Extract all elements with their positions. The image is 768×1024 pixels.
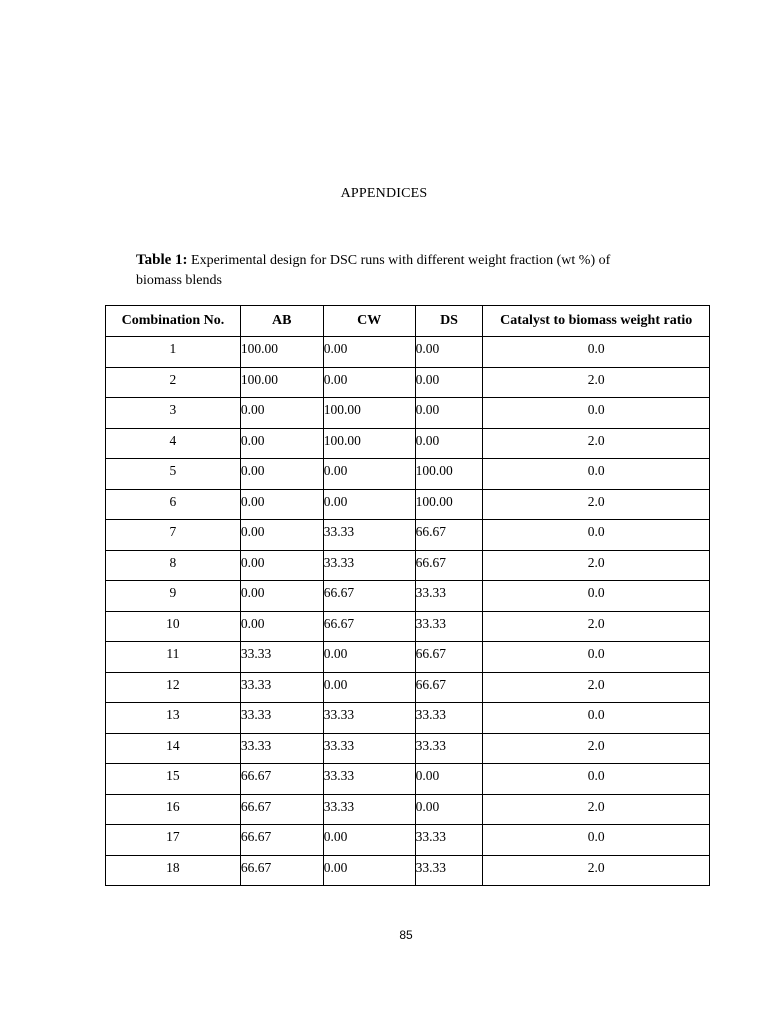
cell-catalyst-ratio: 2.0 bbox=[483, 855, 710, 886]
table-row bbox=[106, 794, 710, 825]
cell-catalyst-ratio: 0.0 bbox=[483, 337, 710, 368]
cell-ds: 33.33 bbox=[415, 581, 483, 612]
cell-catalyst-ratio: 2.0 bbox=[483, 489, 710, 520]
cell-ds: 33.33 bbox=[415, 611, 483, 642]
table-row bbox=[106, 703, 710, 734]
table-row bbox=[106, 428, 710, 459]
cell-ab: 0.00 bbox=[240, 489, 323, 520]
table-row bbox=[106, 337, 710, 368]
cell-ab: 100.00 bbox=[240, 337, 323, 368]
cell-combination-no: 14 bbox=[106, 733, 241, 764]
table-row bbox=[106, 611, 710, 642]
cell-ab: 0.00 bbox=[240, 581, 323, 612]
cell-combination-no: 7 bbox=[106, 520, 241, 551]
table-caption-text: Experimental design for DSC runs with different weight fraction (wt %) of biomass blends bbox=[136, 253, 611, 288]
header-ab: AB bbox=[240, 306, 323, 337]
cell-ab: 66.67 bbox=[240, 855, 323, 886]
cell-cw: 66.67 bbox=[323, 581, 415, 612]
cell-combination-no: 17 bbox=[106, 825, 241, 856]
cell-combination-no: 12 bbox=[106, 672, 241, 703]
table-row bbox=[106, 398, 710, 429]
cell-ab: 66.67 bbox=[240, 794, 323, 825]
cell-ds: 66.67 bbox=[415, 550, 483, 581]
table-row bbox=[106, 489, 710, 520]
cell-cw: 100.00 bbox=[323, 398, 415, 429]
cell-combination-no: 8 bbox=[106, 550, 241, 581]
cell-ds: 0.00 bbox=[415, 794, 483, 825]
cell-combination-no: 4 bbox=[106, 428, 241, 459]
cell-ds: 0.00 bbox=[415, 764, 483, 795]
cell-cw: 33.33 bbox=[323, 794, 415, 825]
cell-ds: 0.00 bbox=[415, 428, 483, 459]
page-number: 85 bbox=[399, 928, 413, 942]
cell-combination-no: 1 bbox=[106, 337, 241, 368]
cell-ds: 33.33 bbox=[415, 855, 483, 886]
cell-combination-no: 2 bbox=[106, 367, 241, 398]
cell-cw: 33.33 bbox=[323, 764, 415, 795]
cell-cw: 0.00 bbox=[323, 855, 415, 886]
experimental-design-table bbox=[105, 305, 710, 886]
cell-cw: 0.00 bbox=[323, 825, 415, 856]
cell-catalyst-ratio: 0.0 bbox=[483, 764, 710, 795]
cell-catalyst-ratio: 2.0 bbox=[483, 367, 710, 398]
cell-catalyst-ratio: 2.0 bbox=[483, 672, 710, 703]
cell-catalyst-ratio: 0.0 bbox=[483, 642, 710, 673]
cell-catalyst-ratio: 2.0 bbox=[483, 611, 710, 642]
cell-ds: 66.67 bbox=[415, 672, 483, 703]
header-ds: DS bbox=[415, 306, 483, 337]
cell-combination-no: 3 bbox=[106, 398, 241, 429]
cell-ds: 33.33 bbox=[415, 703, 483, 734]
cell-combination-no: 6 bbox=[106, 489, 241, 520]
table-row bbox=[106, 825, 710, 856]
cell-ds: 0.00 bbox=[415, 337, 483, 368]
cell-ab: 0.00 bbox=[240, 550, 323, 581]
cell-cw: 100.00 bbox=[323, 428, 415, 459]
table-row bbox=[106, 550, 710, 581]
cell-cw: 0.00 bbox=[323, 459, 415, 490]
table-row bbox=[106, 581, 710, 612]
cell-ab: 66.67 bbox=[240, 825, 323, 856]
cell-ab: 0.00 bbox=[240, 611, 323, 642]
table-row bbox=[106, 672, 710, 703]
table-header-row bbox=[106, 306, 710, 337]
cell-combination-no: 13 bbox=[106, 703, 241, 734]
cell-catalyst-ratio: 2.0 bbox=[483, 794, 710, 825]
table-row bbox=[106, 642, 710, 673]
cell-cw: 33.33 bbox=[323, 733, 415, 764]
cell-cw: 33.33 bbox=[323, 703, 415, 734]
table-row bbox=[106, 855, 710, 886]
cell-combination-no: 16 bbox=[106, 794, 241, 825]
cell-ab: 0.00 bbox=[240, 459, 323, 490]
table-body bbox=[106, 337, 710, 886]
header-catalyst-ratio: Catalyst to biomass weight ratio bbox=[483, 306, 710, 337]
cell-ab: 66.67 bbox=[240, 764, 323, 795]
table-caption-label: Table 1: bbox=[136, 252, 188, 268]
cell-cw: 33.33 bbox=[323, 550, 415, 581]
table-row bbox=[106, 764, 710, 795]
cell-catalyst-ratio: 0.0 bbox=[483, 703, 710, 734]
table-row bbox=[106, 459, 710, 490]
cell-ds: 0.00 bbox=[415, 367, 483, 398]
cell-combination-no: 15 bbox=[106, 764, 241, 795]
table-row bbox=[106, 520, 710, 551]
cell-catalyst-ratio: 0.0 bbox=[483, 581, 710, 612]
cell-cw: 33.33 bbox=[323, 520, 415, 551]
cell-ds: 100.00 bbox=[415, 459, 483, 490]
table-row bbox=[106, 733, 710, 764]
cell-ab: 33.33 bbox=[240, 642, 323, 673]
cell-catalyst-ratio: 0.0 bbox=[483, 398, 710, 429]
cell-catalyst-ratio: 0.0 bbox=[483, 520, 710, 551]
cell-combination-no: 9 bbox=[106, 581, 241, 612]
cell-catalyst-ratio: 0.0 bbox=[483, 459, 710, 490]
cell-cw: 0.00 bbox=[323, 367, 415, 398]
table-caption bbox=[136, 250, 656, 291]
cell-cw: 66.67 bbox=[323, 611, 415, 642]
cell-catalyst-ratio: 2.0 bbox=[483, 550, 710, 581]
cell-ab: 0.00 bbox=[240, 428, 323, 459]
cell-ds: 66.67 bbox=[415, 520, 483, 551]
cell-ab: 33.33 bbox=[240, 672, 323, 703]
cell-combination-no: 18 bbox=[106, 855, 241, 886]
cell-catalyst-ratio: 0.0 bbox=[483, 825, 710, 856]
cell-ab: 33.33 bbox=[240, 733, 323, 764]
cell-cw: 0.00 bbox=[323, 489, 415, 520]
cell-ds: 33.33 bbox=[415, 825, 483, 856]
appendices-heading: APPENDICES bbox=[340, 186, 428, 201]
cell-ds: 66.67 bbox=[415, 642, 483, 673]
cell-ds: 100.00 bbox=[415, 489, 483, 520]
cell-combination-no: 10 bbox=[106, 611, 241, 642]
cell-ds: 33.33 bbox=[415, 733, 483, 764]
cell-combination-no: 5 bbox=[106, 459, 241, 490]
header-combination-no: Combination No. bbox=[106, 306, 241, 337]
cell-ds: 0.00 bbox=[415, 398, 483, 429]
cell-ab: 33.33 bbox=[240, 703, 323, 734]
header-cw: CW bbox=[323, 306, 415, 337]
table-row bbox=[106, 367, 710, 398]
cell-catalyst-ratio: 2.0 bbox=[483, 428, 710, 459]
cell-cw: 0.00 bbox=[323, 672, 415, 703]
cell-ab: 100.00 bbox=[240, 367, 323, 398]
cell-cw: 0.00 bbox=[323, 642, 415, 673]
cell-ab: 0.00 bbox=[240, 520, 323, 551]
cell-cw: 0.00 bbox=[323, 337, 415, 368]
cell-combination-no: 11 bbox=[106, 642, 241, 673]
cell-ab: 0.00 bbox=[240, 398, 323, 429]
cell-catalyst-ratio: 2.0 bbox=[483, 733, 710, 764]
